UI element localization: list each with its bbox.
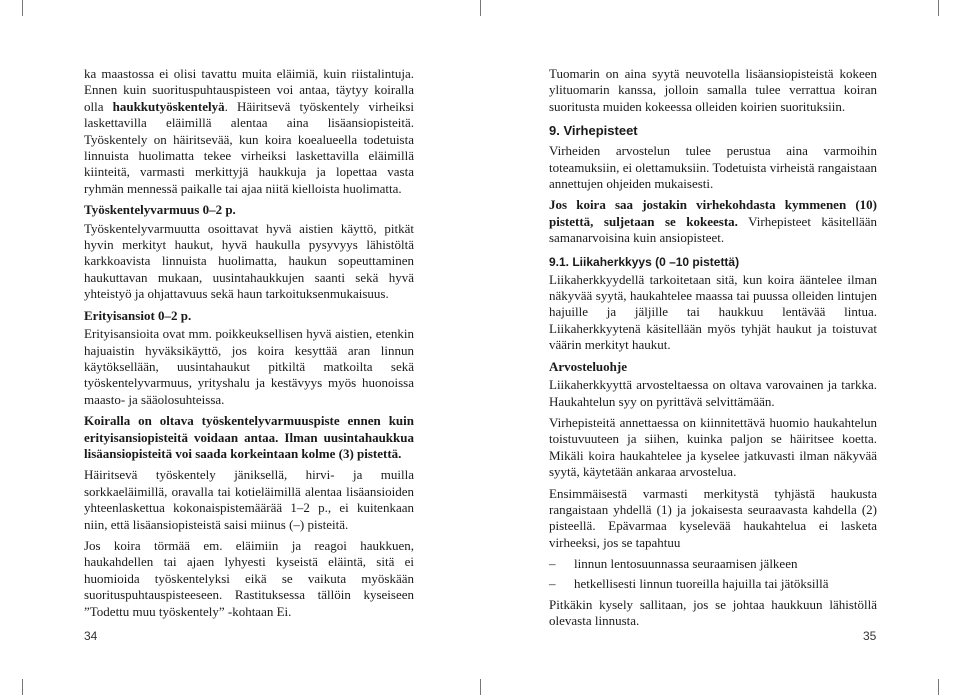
list-item-text: linnun lentosuunnassa seuraamisen jälkeen <box>574 556 798 572</box>
paragraph: Ensimmäisestä varmasti merkitystä tyhjästä haukusta rangaistaan yhdellä (1) ja jokaisesta seuraavasta kahdella (2) pisteellä. Epävarmaa kyselevää haukahtelua ei lasketa virheeksi, jos se tapahtuu <box>549 485 877 550</box>
list-item-text: hetkellisesti linnun tuoreilla hajuilla tai jätöksillä <box>574 575 829 591</box>
paragraph: Tuomarin on aina syytä neuvotella lisäansiopisteistä kokeen ylituomarin kanssa, jolloin samalla tulee verrattua koiran suoritusta muiden kokeessa olleiden koirien suorituksiin. <box>549 66 877 114</box>
paragraph-text: ka maastossa ei olisi tavattu muita eläimiä, kuin riistalintuja. Ennen kuin suorituspuhtauspisteen voi antaa, täytyy koiralla olla <box>84 66 414 114</box>
list-item <box>549 576 877 592</box>
paragraph <box>84 66 414 197</box>
paragraph <box>549 197 877 246</box>
paragraph: Pitkäkin kysely sallitaan, jos se johtaa haukkuun lähistöllä olevasta linnusta. <box>549 596 877 629</box>
crop-mark <box>480 679 481 695</box>
paragraph-text: Virhepisteet käsitellään samanarvoisina kuin ansiopisteet. <box>549 213 878 246</box>
paragraph: Jos koira törmää em. eläimiin ja reagoi haukkuen, haukahdellen tai ajaen lyhyesti kyseistä eläintä, sitä ei huomioida työskentelyksi eikä se vaikuta myöskään suorituspuhtauspisteeseen. Rastituksessa tällöin kyseiseen ”Todettu muu työskentely” -kohtaan Ei. <box>84 537 414 619</box>
dash-list <box>549 556 877 592</box>
paragraph: Erityisansioita ovat mm. poikkeuksellisen hyvä aistien, etenkin hajuaistin hyväksikäyttö, jos koira kesyttää aran linnun käytöksellään, uusintahaukut pitkiltä matkoilta sekä työskentelyvarmuus, yrityshalu ja kestävyys myös huonoissa maasto- ja sääolosuhteissa. <box>84 326 414 407</box>
crop-mark <box>22 0 23 16</box>
list-item <box>549 556 877 572</box>
crop-mark <box>480 0 481 16</box>
paragraph: Häiritsevä työskentely jäniksellä, hirvi- ja muilla sorkkaeläimillä, oravalla tai kotieläimillä alentaa lisäansioiden yhteenlaskettua kokonaispistemäärää 1–2 p., ei kuitenkaan niin, että lisäansiopisteistä saisi miinus (–) pisteitä. <box>84 467 414 532</box>
heading-arvosteluohje: Arvosteluohje <box>549 358 627 374</box>
dash-bullet: – <box>549 556 556 572</box>
bold-rule: Jos koira saa jostakin virhekohdasta kymmenen (10) pistettä, suljetaan se kokeesta. <box>549 197 877 229</box>
paragraph: Virheiden arvostelun tulee perustua aina varmoihin toteamuksiin, ei olettamuksiin. Todetuista virheistä rangaistaan annettujen ohjeiden mukaisesti. <box>549 143 877 192</box>
heading-erityisansiot: Erityisansiot 0–2 p. <box>84 307 192 323</box>
bold-paragraph: Koiralla on oltava työskentelyvarmuuspiste ennen kuin erityisansiopisteitä voidaan antaa. Ilman uusintahaukkua lisäansiopisteitä voi saada korkeintaan kolme (3) pistettä. <box>84 413 414 461</box>
crop-mark <box>938 679 939 695</box>
crop-mark <box>22 679 23 695</box>
section-heading-virhepisteet: 9. Virhepisteet <box>549 123 638 139</box>
paragraph: Liikaherkkyyttä arvosteltaessa on oltava varovainen ja tarkka. Haukahtelun syy on pyrittävä selvittämään. <box>549 377 877 409</box>
paragraph-text: . Häiritsevä työskentely virheiksi laskettavilla eläimillä alentaa aina lisäansiopisteitä. Työskentely on häiritsevää, kun koira koealueella todetuista linnuista huolimatta tekee virheiksi laskettavilla eläimillä kiinteitä, varmasti merkittyjä haukkuja ja lopettaa vasta ryhmän mennessä paikalle tai ajaa niitä kielloista huolimatta. <box>84 98 414 196</box>
paragraph: Liikaherkkyydellä tarkoitetaan sitä, kun koira ääntelee ilman näkyvää syytä, haukahtelee maassa tai puussa olleiden lintujen hajuille ja jäljille tai haukkuu lentävää lintua. Liikaherkkyytenä käsitellään myös tyhjät haukut ja toistuvat väärin merkityt haukut. <box>549 271 877 353</box>
page-number-right: 35 <box>863 629 877 643</box>
paragraph: Työskentelyvarmuutta osoittavat hyvä aistien käyttö, pitkät hyvin merkityt haukut, hyvä haukulla pysyvyys lähistöltä karkkoavista linnuista huolimatta, haukun sopeuttaminen haukuttavan mukaan, uusintahaukkujen saanti sekä hyvä yhteistyö ja ohjattavuus sekä haun tarkoituksenmukaisuus. <box>84 220 414 302</box>
bold-term: haukkutyöskentelyä <box>112 98 225 114</box>
left-page-column <box>84 66 414 620</box>
crop-mark <box>938 0 939 16</box>
subsection-heading-liikaherkkyys: 9.1. Liikaherkkyys (0 –10 pistettä) <box>549 254 740 269</box>
heading-tyoskentelyvarmuus: Työskentelyvarmuus 0–2 p. <box>84 202 236 218</box>
dash-bullet: – <box>549 575 556 591</box>
paragraph: Virhepisteitä annettaessa on kiinnitettävä huomio haukahtelun toistuvuuteen ja siihen, kuinka paljon se häiritsee koetta. Mikäli koira haukahtelee ja kyselee jatkuvasti ilman näkyvää syytä, käytetään ankaraa arvostelua. <box>549 414 877 480</box>
page-number-left: 34 <box>84 629 98 643</box>
right-page-column <box>549 66 877 630</box>
